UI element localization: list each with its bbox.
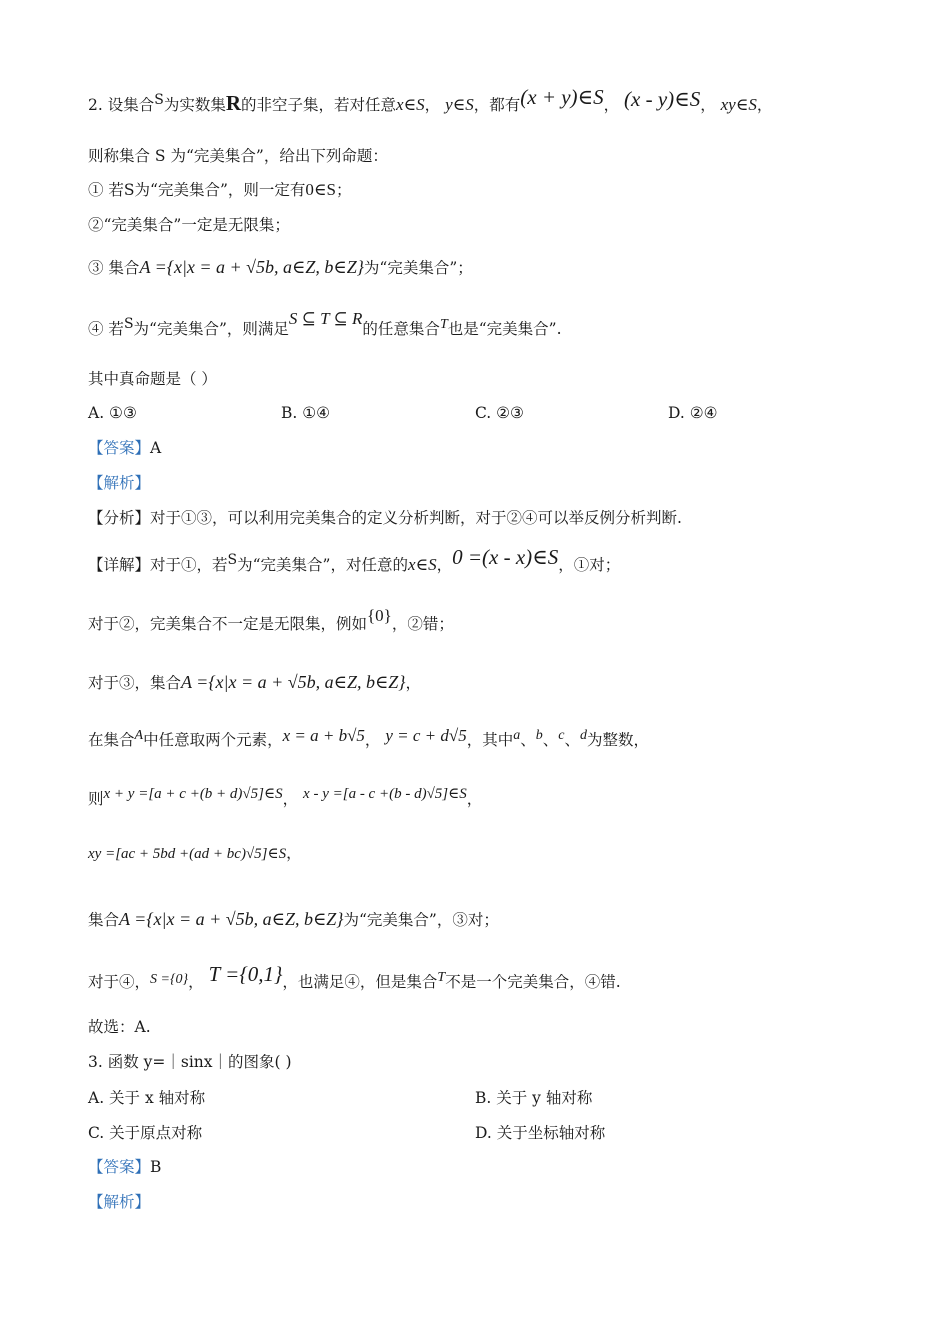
math-expr: x + y =[a + c +(b + d)√5]∈S	[103, 786, 283, 802]
proposition-3	[88, 256, 473, 279]
detail-text: ，	[405, 674, 422, 692]
q2-text: ，都有	[473, 96, 521, 114]
set-s: S	[227, 552, 238, 568]
q3-option-c: C. 关于原点对称	[88, 1124, 203, 1142]
prop-text: 也是“完美集合”.	[447, 320, 562, 338]
q2-fenxi: 【分析】对于①③，可以利用完美集合的定义分析判断，对于②④可以举反例分析判断.	[88, 509, 682, 527]
q2-detail-6	[88, 842, 302, 865]
proposition-4	[88, 309, 562, 342]
q2-detail-7	[88, 908, 499, 931]
q2-analysis-tag: 【解析】	[88, 474, 151, 492]
math-expr: {0}	[367, 606, 392, 625]
q2-option-b: B. ①④	[281, 404, 331, 422]
detail-text: 在集合	[88, 731, 135, 749]
detail-text: 则	[88, 790, 104, 808]
q2-line2: 则称集合 S 为“完美集合”，给出下列命题：	[88, 147, 388, 165]
math-expr: A ={x|x = a + √5b, a∈Z, b∈Z}	[139, 257, 364, 277]
set-t: T	[437, 970, 446, 985]
q2-detail-4: 在集合A中任意取两个元素，x = a + b√5， y = c + d√5，其中a、b、c、d为整数，	[88, 726, 650, 749]
set-t: T	[439, 317, 448, 332]
math-expr: S ={0}	[150, 972, 189, 987]
prop-text: ③ 集合	[88, 259, 140, 277]
real-set-R: R	[225, 91, 241, 115]
detail-text: 【详解】对于①，若	[88, 556, 228, 574]
detail-text: ，	[436, 556, 453, 574]
separator: 、	[542, 731, 559, 749]
math-expr: (x + y)∈S	[520, 85, 604, 109]
q2-option-a: A. ①③	[88, 404, 137, 422]
math-expr: x - y =[a - c +(b - d)√5]∈S	[303, 786, 467, 802]
q2-detail-3	[88, 671, 421, 694]
q2-choose: 故选：A.	[88, 1018, 151, 1036]
var-d: d	[580, 728, 588, 743]
q2-detail-1	[88, 545, 621, 577]
prop-text: 为“完美集合”；	[363, 259, 473, 277]
q3-option-b: B. 关于 y 轴对称	[475, 1089, 593, 1107]
q2-text: 的非空子集，若对任意	[241, 96, 397, 114]
detail-text: 对于④，	[88, 973, 151, 991]
q2-detail-8: 对于④，S ={0}， T ={0,1}，也满足④，但是集合T不是一个完美集合，④错.	[88, 962, 621, 991]
detail-text: 集合	[88, 911, 120, 929]
q3-stem: 3. 函数 y=｜sinx｜的图象( )	[88, 1053, 292, 1071]
answer-tag: 【答案】	[88, 439, 151, 457]
q2-detail-5: 则x + y =[a + c +(b + d)√5]∈S， x - y =[a - c +(b - d)√5]∈S，	[88, 786, 483, 808]
q2-text: 为实数集	[163, 96, 226, 114]
math-expr: y∈S	[445, 95, 474, 114]
detail-text: ，①对；	[558, 556, 621, 574]
prop-text: ；	[335, 181, 352, 199]
math-expr: T ={0,1}	[208, 962, 283, 986]
math-expr: A ={x|x = a + √5b, a∈Z, b∈Z}	[119, 909, 344, 929]
set-s: S	[154, 92, 164, 108]
q3-option-d: D. 关于坐标轴对称	[475, 1124, 606, 1142]
var-a: a	[513, 728, 521, 743]
proposition-2: ②“完美集合”一定是无限集；	[88, 216, 290, 234]
proposition-1	[88, 179, 351, 201]
math-expr: (x - y)∈S	[624, 87, 701, 111]
q2-number: 2. 设集合	[88, 96, 155, 114]
q2-option-c: C. ②③	[475, 404, 524, 422]
math-expr: xy∈S	[720, 95, 757, 114]
separator: 、	[564, 731, 581, 749]
q2-detail-2	[88, 606, 454, 635]
math-expr: A ={x|x = a + √5b, a∈Z, b∈Z}	[181, 672, 406, 692]
detail-text: 中任意取两个元素，	[143, 731, 283, 749]
q3-analysis-tag: 【解析】	[88, 1193, 151, 1211]
answer-value: A	[150, 439, 162, 457]
detail-text: 不是一个完美集合，④错.	[445, 973, 621, 991]
q3-option-a: A. 关于 x 轴对称	[88, 1089, 206, 1107]
set-s: S	[123, 316, 134, 332]
math-expr: x = a + b√5	[282, 726, 365, 745]
detail-text: 为“完美集合”，对任意的	[237, 556, 408, 574]
detail-text: ，②错；	[391, 615, 454, 633]
detail-text: ，	[286, 844, 302, 862]
prop-text: ① 若S为“完美集合”，则一定有	[88, 181, 306, 199]
detail-text: 对于②，完美集合不一定是无限集，例如	[88, 615, 368, 633]
q2-option-d: D. ②④	[668, 404, 718, 422]
q2-stem: 其中真命题是（ ）	[88, 370, 217, 388]
set-a: A	[134, 728, 144, 743]
prop-text: 的任意集合	[362, 320, 440, 338]
var-c: c	[558, 728, 565, 743]
answer-tag: 【答案】	[88, 1158, 151, 1176]
q2-line1: 2. 设集合S为实数集R的非空子集，若对任意x∈S， y∈S，都有(x + y)∈S， (x - y)∈S， xy∈S，	[88, 85, 773, 115]
math-expr: y = c + d√5	[385, 726, 467, 745]
math-expr: 0∈S	[305, 180, 336, 199]
math-expr: S ⊆ T ⊆ R	[288, 309, 363, 328]
separator: 、	[520, 731, 536, 749]
detail-text: ，	[466, 790, 483, 808]
detail-text: 为整数，	[587, 731, 650, 749]
math-expr: x∈S	[407, 555, 437, 574]
detail-text: ，也满足④，但是集合	[282, 973, 438, 991]
detail-text: 为“完美集合”，③对；	[343, 911, 499, 929]
math-expr: xy =[ac + 5bd +(ad + bc)√5]∈S	[88, 846, 287, 862]
var-b: b	[535, 728, 543, 743]
detail-text: ，其中	[466, 731, 514, 749]
math-expr: x∈S	[396, 95, 425, 114]
answer-value: B	[150, 1158, 162, 1176]
math-expr: 0 =(x - x)∈S	[452, 545, 559, 569]
prop-text: ④ 若	[88, 320, 124, 338]
detail-text: 对于③，集合	[88, 674, 182, 692]
q3-answer	[88, 1156, 161, 1178]
prop-text: 为“完美集合”，则满足	[133, 320, 289, 338]
q2-answer	[88, 437, 161, 459]
